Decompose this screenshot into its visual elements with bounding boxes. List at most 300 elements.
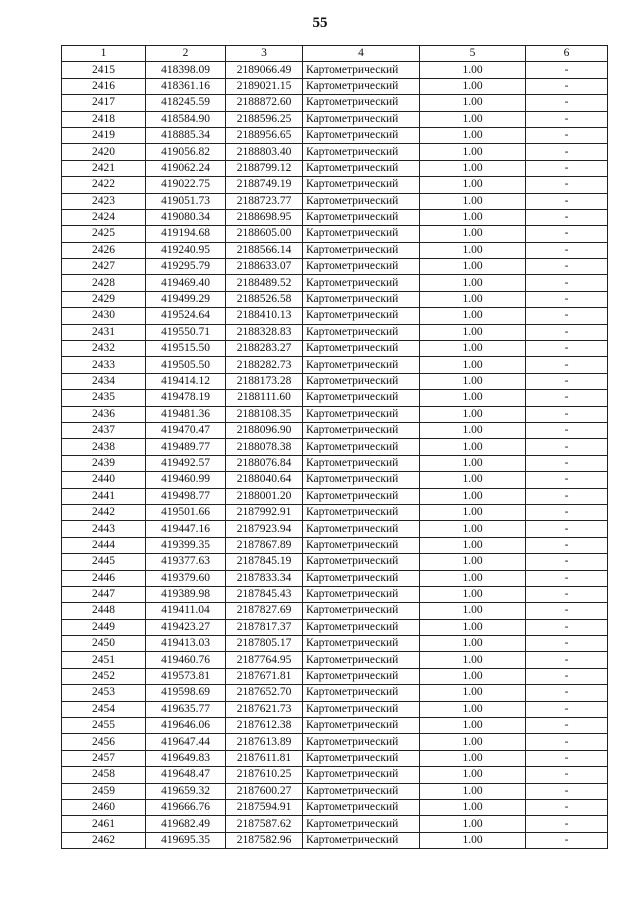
method-cell: Картометрический	[303, 226, 420, 242]
method-cell: Картометрический	[303, 537, 420, 553]
point-number-cell: 2424	[62, 209, 146, 225]
point-number-cell: 2433	[62, 357, 146, 373]
method-cell: Картометрический	[303, 95, 420, 111]
x-coordinate-cell: 419524.64	[146, 308, 226, 324]
x-coordinate-cell: 419682.49	[146, 816, 226, 832]
header-row	[62, 46, 608, 62]
x-coordinate-cell: 419447.16	[146, 521, 226, 537]
x-coordinate-cell: 419647.44	[146, 734, 226, 750]
table-row	[62, 783, 608, 799]
y-coordinate-cell: 2187764.95	[226, 652, 303, 668]
table-row	[62, 291, 608, 307]
note-cell: -	[526, 832, 608, 848]
note-cell: -	[526, 537, 608, 553]
table-row	[62, 390, 608, 406]
column-header: 2	[146, 46, 226, 62]
y-coordinate-cell: 2188108.35	[226, 406, 303, 422]
x-coordinate-cell: 418245.59	[146, 95, 226, 111]
note-cell: -	[526, 308, 608, 324]
accuracy-cell: 1.00	[420, 422, 526, 438]
y-coordinate-cell: 2187610.25	[226, 767, 303, 783]
method-cell: Картометрический	[303, 554, 420, 570]
point-number-cell: 2455	[62, 718, 146, 734]
accuracy-cell: 1.00	[420, 603, 526, 619]
note-cell: -	[526, 390, 608, 406]
accuracy-cell: 1.00	[420, 537, 526, 553]
x-coordinate-cell: 418361.16	[146, 78, 226, 94]
note-cell: -	[526, 291, 608, 307]
accuracy-cell: 1.00	[420, 324, 526, 340]
x-coordinate-cell: 419379.60	[146, 570, 226, 586]
note-cell: -	[526, 455, 608, 471]
accuracy-cell: 1.00	[420, 144, 526, 160]
method-cell: Картометрический	[303, 144, 420, 160]
y-coordinate-cell: 2189066.49	[226, 62, 303, 78]
table-row	[62, 570, 608, 586]
accuracy-cell: 1.00	[420, 799, 526, 815]
x-coordinate-cell: 419022.75	[146, 177, 226, 193]
table-body	[62, 62, 608, 849]
accuracy-cell: 1.00	[420, 242, 526, 258]
table-row	[62, 652, 608, 668]
accuracy-cell: 1.00	[420, 488, 526, 504]
y-coordinate-cell: 2187582.96	[226, 832, 303, 848]
point-number-cell: 2451	[62, 652, 146, 668]
point-number-cell: 2456	[62, 734, 146, 750]
point-number-cell: 2453	[62, 685, 146, 701]
note-cell: -	[526, 177, 608, 193]
y-coordinate-cell: 2188489.52	[226, 275, 303, 291]
note-cell: -	[526, 767, 608, 783]
y-coordinate-cell: 2188111.60	[226, 390, 303, 406]
table-row	[62, 177, 608, 193]
accuracy-cell: 1.00	[420, 472, 526, 488]
coordinates-table	[61, 45, 608, 849]
note-cell: -	[526, 422, 608, 438]
method-cell: Картометрический	[303, 488, 420, 504]
note-cell: -	[526, 95, 608, 111]
table-row	[62, 537, 608, 553]
accuracy-cell: 1.00	[420, 78, 526, 94]
method-cell: Картометрический	[303, 259, 420, 275]
x-coordinate-cell: 419240.95	[146, 242, 226, 258]
y-coordinate-cell: 2187600.27	[226, 783, 303, 799]
note-cell: -	[526, 586, 608, 602]
y-coordinate-cell: 2188076.84	[226, 455, 303, 471]
note-cell: -	[526, 259, 608, 275]
x-coordinate-cell: 419498.77	[146, 488, 226, 504]
point-number-cell: 2446	[62, 570, 146, 586]
y-coordinate-cell: 2187845.43	[226, 586, 303, 602]
note-cell: -	[526, 439, 608, 455]
y-coordinate-cell: 2187613.89	[226, 734, 303, 750]
accuracy-cell: 1.00	[420, 226, 526, 242]
x-coordinate-cell: 419550.71	[146, 324, 226, 340]
accuracy-cell: 1.00	[420, 357, 526, 373]
accuracy-cell: 1.00	[420, 291, 526, 307]
x-coordinate-cell: 419470.47	[146, 422, 226, 438]
point-number-cell: 2461	[62, 816, 146, 832]
note-cell: -	[526, 652, 608, 668]
method-cell: Картометрический	[303, 619, 420, 635]
note-cell: -	[526, 701, 608, 717]
x-coordinate-cell: 419411.04	[146, 603, 226, 619]
note-cell: -	[526, 718, 608, 734]
note-cell: -	[526, 488, 608, 504]
note-cell: -	[526, 406, 608, 422]
y-coordinate-cell: 2188566.14	[226, 242, 303, 258]
accuracy-cell: 1.00	[420, 504, 526, 520]
note-cell: -	[526, 504, 608, 520]
note-cell: -	[526, 209, 608, 225]
column-header: 6	[526, 46, 608, 62]
point-number-cell: 2439	[62, 455, 146, 471]
x-coordinate-cell: 419389.98	[146, 586, 226, 602]
note-cell: -	[526, 62, 608, 78]
accuracy-cell: 1.00	[420, 636, 526, 652]
note-cell: -	[526, 603, 608, 619]
x-coordinate-cell: 419194.68	[146, 226, 226, 242]
table-row	[62, 193, 608, 209]
table-row	[62, 127, 608, 143]
point-number-cell: 2452	[62, 668, 146, 684]
point-number-cell: 2428	[62, 275, 146, 291]
y-coordinate-cell: 2189021.15	[226, 78, 303, 94]
x-coordinate-cell: 419062.24	[146, 160, 226, 176]
note-cell: -	[526, 341, 608, 357]
point-number-cell: 2418	[62, 111, 146, 127]
table-row	[62, 209, 608, 225]
method-cell: Картометрический	[303, 783, 420, 799]
x-coordinate-cell: 419648.47	[146, 767, 226, 783]
method-cell: Картометрический	[303, 209, 420, 225]
note-cell: -	[526, 111, 608, 127]
y-coordinate-cell: 2187612.38	[226, 718, 303, 734]
y-coordinate-cell: 2187671.81	[226, 668, 303, 684]
method-cell: Картометрический	[303, 668, 420, 684]
note-cell: -	[526, 799, 608, 815]
method-cell: Картометрический	[303, 275, 420, 291]
note-cell: -	[526, 275, 608, 291]
accuracy-cell: 1.00	[420, 619, 526, 635]
table-row	[62, 554, 608, 570]
x-coordinate-cell: 419399.35	[146, 537, 226, 553]
accuracy-cell: 1.00	[420, 570, 526, 586]
column-header: 3	[226, 46, 303, 62]
table-row	[62, 144, 608, 160]
point-number-cell: 2421	[62, 160, 146, 176]
y-coordinate-cell: 2188328.83	[226, 324, 303, 340]
point-number-cell: 2437	[62, 422, 146, 438]
table-row	[62, 324, 608, 340]
point-number-cell: 2417	[62, 95, 146, 111]
accuracy-cell: 1.00	[420, 193, 526, 209]
method-cell: Картометрический	[303, 750, 420, 766]
method-cell: Картометрический	[303, 177, 420, 193]
x-coordinate-cell: 419666.76	[146, 799, 226, 815]
method-cell: Картометрический	[303, 685, 420, 701]
y-coordinate-cell: 2187587.62	[226, 816, 303, 832]
method-cell: Картометрический	[303, 439, 420, 455]
method-cell: Картометрический	[303, 422, 420, 438]
note-cell: -	[526, 242, 608, 258]
accuracy-cell: 1.00	[420, 554, 526, 570]
y-coordinate-cell: 2188803.40	[226, 144, 303, 160]
y-coordinate-cell: 2187594.91	[226, 799, 303, 815]
accuracy-cell: 1.00	[420, 439, 526, 455]
x-coordinate-cell: 418398.09	[146, 62, 226, 78]
accuracy-cell: 1.00	[420, 62, 526, 78]
note-cell: -	[526, 783, 608, 799]
table-row	[62, 373, 608, 389]
x-coordinate-cell: 419377.63	[146, 554, 226, 570]
method-cell: Картометрический	[303, 341, 420, 357]
table-row	[62, 308, 608, 324]
x-coordinate-cell: 418584.90	[146, 111, 226, 127]
accuracy-cell: 1.00	[420, 209, 526, 225]
y-coordinate-cell: 2188633.07	[226, 259, 303, 275]
method-cell: Картометрический	[303, 193, 420, 209]
point-number-cell: 2445	[62, 554, 146, 570]
y-coordinate-cell: 2188605.00	[226, 226, 303, 242]
y-coordinate-cell: 2188410.13	[226, 308, 303, 324]
table-row	[62, 160, 608, 176]
x-coordinate-cell: 419489.77	[146, 439, 226, 455]
point-number-cell: 2420	[62, 144, 146, 160]
x-coordinate-cell: 419478.19	[146, 390, 226, 406]
x-coordinate-cell: 418885.34	[146, 127, 226, 143]
y-coordinate-cell: 2188596.25	[226, 111, 303, 127]
point-number-cell: 2454	[62, 701, 146, 717]
table-row	[62, 226, 608, 242]
note-cell: -	[526, 127, 608, 143]
accuracy-cell: 1.00	[420, 734, 526, 750]
accuracy-cell: 1.00	[420, 718, 526, 734]
y-coordinate-cell: 2188096.90	[226, 422, 303, 438]
point-number-cell: 2460	[62, 799, 146, 815]
x-coordinate-cell: 419460.76	[146, 652, 226, 668]
note-cell: -	[526, 160, 608, 176]
point-number-cell: 2459	[62, 783, 146, 799]
table-row	[62, 341, 608, 357]
note-cell: -	[526, 570, 608, 586]
y-coordinate-cell: 2187827.69	[226, 603, 303, 619]
note-cell: -	[526, 619, 608, 635]
y-coordinate-cell: 2188723.77	[226, 193, 303, 209]
point-number-cell: 2447	[62, 586, 146, 602]
y-coordinate-cell: 2187845.19	[226, 554, 303, 570]
table-row	[62, 357, 608, 373]
table-row	[62, 832, 608, 848]
column-header: 1	[62, 46, 146, 62]
table-row	[62, 586, 608, 602]
point-number-cell: 2429	[62, 291, 146, 307]
note-cell: -	[526, 734, 608, 750]
y-coordinate-cell: 2188956.65	[226, 127, 303, 143]
y-coordinate-cell: 2188078.38	[226, 439, 303, 455]
table-row	[62, 668, 608, 684]
note-cell: -	[526, 816, 608, 832]
y-coordinate-cell: 2188698.95	[226, 209, 303, 225]
x-coordinate-cell: 419505.50	[146, 357, 226, 373]
note-cell: -	[526, 357, 608, 373]
note-cell: -	[526, 750, 608, 766]
accuracy-cell: 1.00	[420, 373, 526, 389]
y-coordinate-cell: 2188001.20	[226, 488, 303, 504]
x-coordinate-cell: 419295.79	[146, 259, 226, 275]
y-coordinate-cell: 2188749.19	[226, 177, 303, 193]
method-cell: Картометрический	[303, 373, 420, 389]
method-cell: Картометрический	[303, 701, 420, 717]
table-header	[62, 46, 608, 62]
x-coordinate-cell: 419481.36	[146, 406, 226, 422]
point-number-cell: 2457	[62, 750, 146, 766]
column-header: 5	[420, 46, 526, 62]
note-cell: -	[526, 472, 608, 488]
accuracy-cell: 1.00	[420, 783, 526, 799]
table-row	[62, 718, 608, 734]
method-cell: Картометрический	[303, 799, 420, 815]
method-cell: Картометрический	[303, 816, 420, 832]
point-number-cell: 2425	[62, 226, 146, 242]
method-cell: Картометрический	[303, 603, 420, 619]
note-cell: -	[526, 193, 608, 209]
table-row	[62, 439, 608, 455]
accuracy-cell: 1.00	[420, 160, 526, 176]
point-number-cell: 2430	[62, 308, 146, 324]
method-cell: Картометрический	[303, 242, 420, 258]
table-row	[62, 78, 608, 94]
method-cell: Картометрический	[303, 291, 420, 307]
y-coordinate-cell: 2187923.94	[226, 521, 303, 537]
x-coordinate-cell: 419080.34	[146, 209, 226, 225]
table-row	[62, 275, 608, 291]
method-cell: Картометрический	[303, 636, 420, 652]
y-coordinate-cell: 2187867.89	[226, 537, 303, 553]
method-cell: Картометрический	[303, 62, 420, 78]
point-number-cell: 2426	[62, 242, 146, 258]
method-cell: Картометрический	[303, 586, 420, 602]
table-row	[62, 455, 608, 471]
note-cell: -	[526, 636, 608, 652]
x-coordinate-cell: 419515.50	[146, 341, 226, 357]
point-number-cell: 2450	[62, 636, 146, 652]
method-cell: Картометрический	[303, 521, 420, 537]
note-cell: -	[526, 521, 608, 537]
x-coordinate-cell: 419501.66	[146, 504, 226, 520]
table-row	[62, 472, 608, 488]
accuracy-cell: 1.00	[420, 95, 526, 111]
method-cell: Картометрический	[303, 570, 420, 586]
table-row	[62, 603, 608, 619]
method-cell: Картометрический	[303, 455, 420, 471]
accuracy-cell: 1.00	[420, 767, 526, 783]
y-coordinate-cell: 2187817.37	[226, 619, 303, 635]
table-row	[62, 799, 608, 815]
point-number-cell: 2443	[62, 521, 146, 537]
method-cell: Картометрический	[303, 652, 420, 668]
point-number-cell: 2432	[62, 341, 146, 357]
table-row	[62, 521, 608, 537]
accuracy-cell: 1.00	[420, 455, 526, 471]
note-cell: -	[526, 78, 608, 94]
point-number-cell: 2423	[62, 193, 146, 209]
point-number-cell: 2462	[62, 832, 146, 848]
point-number-cell: 2415	[62, 62, 146, 78]
accuracy-cell: 1.00	[420, 668, 526, 684]
x-coordinate-cell: 419414.12	[146, 373, 226, 389]
x-coordinate-cell: 419056.82	[146, 144, 226, 160]
method-cell: Картометрический	[303, 127, 420, 143]
note-cell: -	[526, 226, 608, 242]
method-cell: Картометрический	[303, 734, 420, 750]
x-coordinate-cell: 419659.32	[146, 783, 226, 799]
method-cell: Картометрический	[303, 308, 420, 324]
y-coordinate-cell: 2188173.28	[226, 373, 303, 389]
y-coordinate-cell: 2187611.81	[226, 750, 303, 766]
y-coordinate-cell: 2188526.58	[226, 291, 303, 307]
point-number-cell: 2422	[62, 177, 146, 193]
table-row	[62, 734, 608, 750]
method-cell: Картометрический	[303, 406, 420, 422]
table-row	[62, 685, 608, 701]
x-coordinate-cell: 419423.27	[146, 619, 226, 635]
page-number: 55	[312, 15, 328, 31]
point-number-cell: 2448	[62, 603, 146, 619]
x-coordinate-cell: 419695.35	[146, 832, 226, 848]
point-number-cell: 2449	[62, 619, 146, 635]
point-number-cell: 2435	[62, 390, 146, 406]
note-cell: -	[526, 144, 608, 160]
table-row	[62, 767, 608, 783]
table-row	[62, 750, 608, 766]
x-coordinate-cell: 419635.77	[146, 701, 226, 717]
accuracy-cell: 1.00	[420, 275, 526, 291]
note-cell: -	[526, 554, 608, 570]
table-row	[62, 242, 608, 258]
method-cell: Картометрический	[303, 160, 420, 176]
accuracy-cell: 1.00	[420, 816, 526, 832]
note-cell: -	[526, 668, 608, 684]
point-number-cell: 2444	[62, 537, 146, 553]
point-number-cell: 2440	[62, 472, 146, 488]
point-number-cell: 2434	[62, 373, 146, 389]
accuracy-cell: 1.00	[420, 521, 526, 537]
y-coordinate-cell: 2188040.64	[226, 472, 303, 488]
table-row	[62, 111, 608, 127]
table-row	[62, 488, 608, 504]
point-number-cell: 2436	[62, 406, 146, 422]
table-row	[62, 816, 608, 832]
table-row	[62, 636, 608, 652]
point-number-cell: 2427	[62, 259, 146, 275]
x-coordinate-cell: 419413.03	[146, 636, 226, 652]
column-header: 4	[303, 46, 420, 62]
accuracy-cell: 1.00	[420, 586, 526, 602]
point-number-cell: 2458	[62, 767, 146, 783]
table-row	[62, 504, 608, 520]
table-row	[62, 422, 608, 438]
x-coordinate-cell: 419573.81	[146, 668, 226, 684]
point-number-cell: 2416	[62, 78, 146, 94]
method-cell: Картометрический	[303, 504, 420, 520]
table-row	[62, 619, 608, 635]
table-row	[62, 406, 608, 422]
table-row	[62, 259, 608, 275]
method-cell: Картометрический	[303, 390, 420, 406]
note-cell: -	[526, 373, 608, 389]
y-coordinate-cell: 2187805.17	[226, 636, 303, 652]
